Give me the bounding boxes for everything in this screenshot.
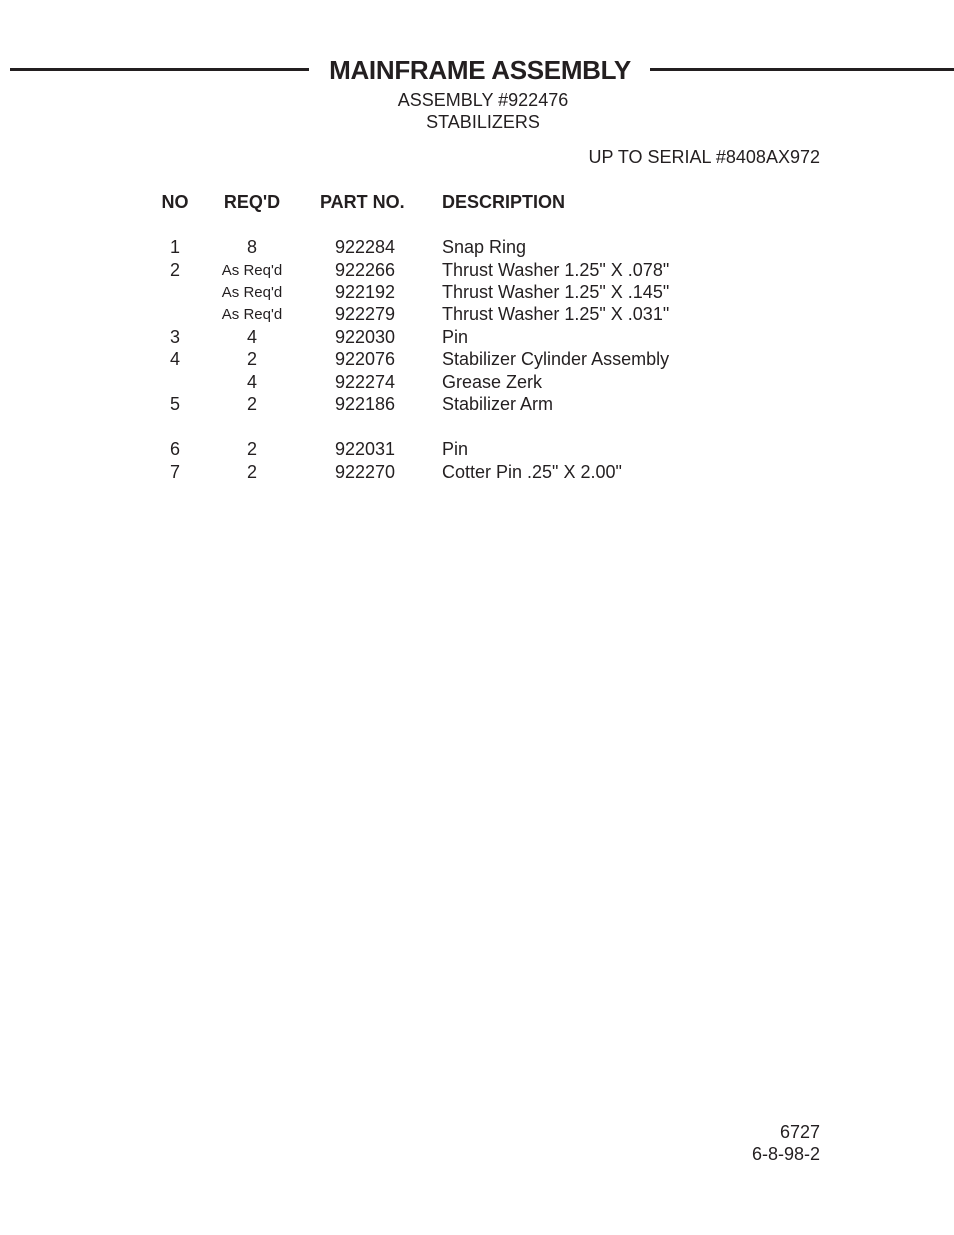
title-rule-right [650, 68, 954, 71]
row-reqd: 2 [246, 439, 257, 459]
row-part-number: 922279 [334, 304, 396, 324]
serial-range: UP TO SERIAL #8408AX972 [588, 147, 820, 167]
row-reqd: 4 [246, 372, 257, 392]
row-no: 5 [169, 394, 180, 414]
page-code: 6727 [779, 1122, 820, 1142]
row-reqd: 2 [246, 462, 257, 482]
row-no: 1 [169, 237, 180, 257]
row-part-number: 922030 [334, 327, 396, 347]
row-description: Snap Ring [442, 237, 527, 257]
row-description: Stabilizer Arm [442, 394, 554, 414]
subassembly-name: STABILIZERS [426, 112, 540, 132]
row-part-number: 922076 [334, 349, 396, 369]
column-header-description: DESCRIPTION [442, 192, 566, 212]
column-header-no: NO [161, 192, 189, 212]
row-reqd: As Req'd [221, 262, 283, 279]
title-rule-left [10, 68, 309, 71]
row-description: Grease Zerk [442, 372, 543, 392]
row-part-number: 922266 [334, 260, 396, 280]
column-header-part: PART NO. [320, 192, 405, 212]
row-description: Thrust Washer 1.25" X .145" [442, 282, 670, 302]
assembly-number: ASSEMBLY #922476 [397, 90, 569, 110]
column-header-reqd: REQ'D [223, 192, 281, 212]
page-title: MAINFRAME ASSEMBLY [329, 55, 631, 85]
row-description: Thrust Washer 1.25" X .078" [442, 260, 670, 280]
row-no: 6 [169, 439, 180, 459]
row-part-number: 922270 [334, 462, 396, 482]
row-no: 3 [169, 327, 180, 347]
row-part-number: 922274 [334, 372, 396, 392]
date-code: 6-8-98-2 [751, 1144, 820, 1164]
row-part-number: 922192 [334, 282, 396, 302]
row-description: Stabilizer Cylinder Assembly [442, 349, 670, 369]
row-reqd: 2 [246, 349, 257, 369]
row-description: Pin [442, 439, 469, 459]
row-no: 4 [169, 349, 180, 369]
row-part-number: 922186 [334, 394, 396, 414]
row-part-number: 922284 [334, 237, 396, 257]
row-description: Thrust Washer 1.25" X .031" [442, 304, 670, 324]
row-description: Pin [442, 327, 469, 347]
row-reqd: As Req'd [221, 306, 283, 323]
row-no: 7 [169, 462, 180, 482]
row-reqd: 2 [246, 394, 257, 414]
row-reqd: 4 [246, 327, 257, 347]
row-reqd: 8 [246, 237, 257, 257]
row-description: Cotter Pin .25" X 2.00" [442, 462, 622, 482]
row-part-number: 922031 [334, 439, 396, 459]
row-no: 2 [169, 260, 180, 280]
row-reqd: As Req'd [221, 284, 283, 301]
